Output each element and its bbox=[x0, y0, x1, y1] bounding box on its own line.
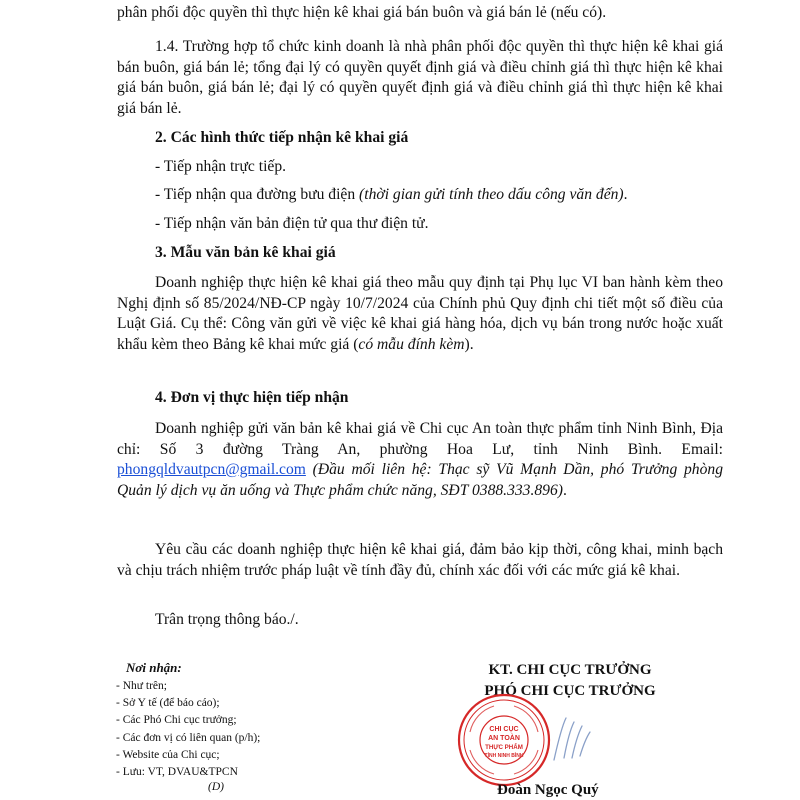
signer-name: Đoàn Ngọc Quý bbox=[497, 782, 599, 798]
heading-2: 2. Các hình thức tiếp nhận kê khai giá bbox=[155, 129, 409, 146]
heading-4: 4. Đơn vị thực hiện tiếp nhận bbox=[155, 389, 349, 406]
recipients-block bbox=[116, 660, 376, 793]
stamp-line: CHI CỤC bbox=[489, 726, 519, 733]
signature-title: KT. CHI CỤC TRƯỞNG bbox=[488, 662, 652, 678]
top-line: phân phối độc quyền thì thực hiện kê khai giá bán buôn và giá bán lẻ (nếu có). bbox=[117, 4, 607, 21]
handwritten-signature-icon bbox=[548, 712, 594, 768]
paragraph-1-4: 1.4. Trường hợp tổ chức kinh doanh là nhà phân phối độc quyền thì thực hiện kê khai giá bán buôn, giá bán lẻ; tổng đại lý có quyền quyết định giá và điều chỉnh giá thì thực hiện kê khai giá bán buôn, giá bán lẻ; đại lý có quyền quyết định giá và điều chỉnh giá thì thực hiện kê khai giá bán lẻ. bbox=[117, 38, 723, 117]
signature-subtitle: PHÓ CHI CỤC TRƯỞNG bbox=[484, 683, 656, 699]
recipient-item: - Như trên; bbox=[116, 680, 167, 692]
item-2-2: - Tiếp nhận qua đường bưu điện (thời gian gửi tính theo dấu công văn đến). bbox=[155, 186, 628, 203]
paragraph-4: Doanh nghiệp gửi văn bản kê khai giá về Chi cục An toàn thực phẩm tỉnh Ninh Bình, Địa chỉ: Số 3 đường Tràng An, phường Hoa Lư, tỉnh Ninh Bình. Email: phongqldvautpcn@gmail.com (Đầu mối liên hệ: Thạc sỹ Vũ Mạnh Dần, phó Trưởng phòng Quản lý dịch vụ ăn uống và Thực phẩm chức năng, SĐT 0388.333.896). bbox=[117, 420, 723, 499]
paragraph-3: Doanh nghiệp thực hiện kê khai giá theo mẫu quy định tại Phụ lục VI ban hành kèm theo Nghị định số 85/2024/NĐ-CP ngày 10/7/2024 của Chính phủ Quy định chi tiết một số điều của Luật Giá. Cụ thể: Công văn gửi về việc kê khai giá hàng hóa, dịch vụ bán trong nước hoặc xuất khẩu kèm theo Bảng kê khai mức giá (có mẫu đính kèm). bbox=[117, 274, 723, 353]
email-link[interactable]: phongqldvautpcn@gmail.com bbox=[117, 461, 306, 478]
recipients-title: Nơi nhận: bbox=[126, 660, 182, 675]
official-stamp-icon bbox=[456, 692, 552, 788]
stamp-line: THỰC PHẨM bbox=[485, 744, 523, 751]
item-2-2-note: (thời gian gửi tính theo dấu công văn đến) bbox=[359, 186, 624, 203]
contact-note: (Đầu mối liên hệ: Thạc sỹ Vũ Mạnh Dần, phó Trưởng phòng Quản lý dịch vụ ăn uống và Thực phẩm chức năng, SĐT 0388.333.896) bbox=[117, 461, 723, 499]
recipient-item: - Các Phó Chi cục trưởng; bbox=[116, 714, 237, 727]
closing-line: Trân trọng thông báo./. bbox=[155, 611, 299, 628]
heading-3: 3. Mẫu văn bản kê khai giá bbox=[155, 244, 336, 261]
item-2-3: - Tiếp nhận văn bản điện tử qua thư điện tử. bbox=[155, 215, 429, 232]
stamp-line: TỈNH NINH BÌNH bbox=[484, 753, 524, 759]
recipient-item: - Website của Chi cục; bbox=[116, 748, 220, 761]
paragraph-request: Yêu cầu các doanh nghiệp thực hiện kê khai giá, đảm bảo kịp thời, công khai, minh bạch và chịu trách nhiệm trước pháp luật về tính đầy đủ, chính xác đối với các mức giá kê khai. bbox=[117, 541, 723, 579]
recipient-item: - Lưu: VT, DVAU&TPCN bbox=[116, 766, 238, 779]
stamp-line: AN TOÀN bbox=[488, 735, 520, 742]
recipient-item: - Sở Y tế (để báo cáo); bbox=[116, 697, 220, 710]
recipients-footer: (D) bbox=[208, 781, 224, 794]
recipient-item: - Các đơn vị có liên quan (p/h); bbox=[116, 731, 261, 744]
item-2-1: - Tiếp nhận trực tiếp. bbox=[155, 158, 287, 175]
